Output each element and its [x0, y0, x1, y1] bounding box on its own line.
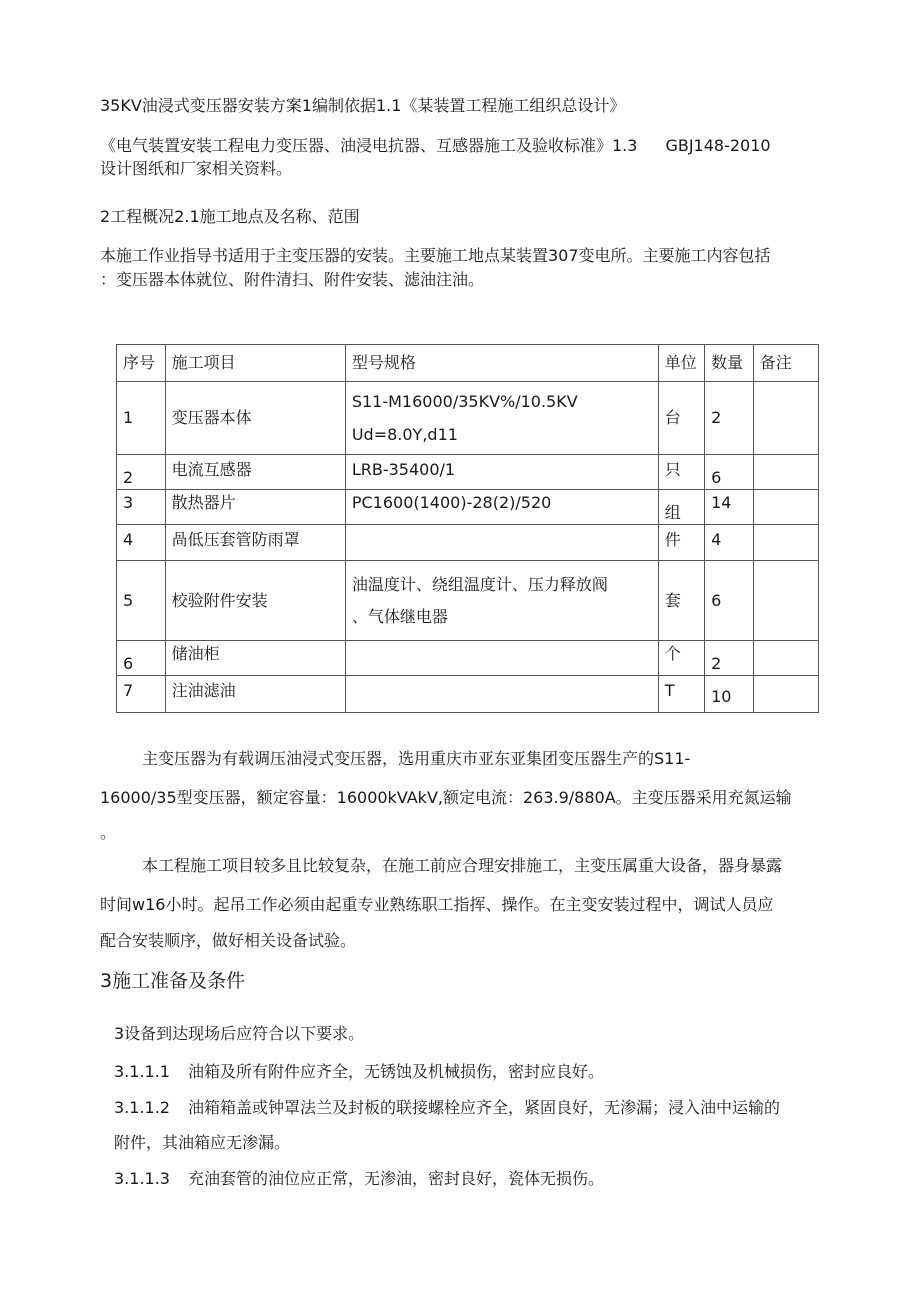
cell-model-line1: 油温度计、绕组温度计、压力释放阀: [351, 574, 608, 594]
cell-model: [345, 382, 658, 455]
cell-qty: 6: [705, 455, 754, 490]
cell-unit: 个: [658, 641, 704, 676]
list-item-number: 3.1.1.1: [114, 1062, 170, 1081]
paragraph-requirements-intro: 3设备到达现场后应符合以下要求。: [114, 1024, 365, 1043]
cell-item: 校验附件安装: [165, 561, 345, 641]
cell-model: [345, 561, 658, 641]
header-item: 施工项目: [165, 345, 345, 382]
paragraph-transformer-line1: 主变压器为有载调压油浸式变压器，选用重庆市亚东亚集团变压器生产的S11-: [142, 749, 691, 768]
cell-note: [753, 382, 818, 455]
cell-note: [753, 641, 818, 676]
table-row: [117, 525, 819, 561]
standards-code: GBJ148-2010: [665, 136, 771, 155]
list-item-number: 3.1.1.2: [114, 1098, 170, 1117]
list-item: [114, 1169, 604, 1189]
cell-model: [345, 525, 658, 561]
paragraph-project-line1: 本工程施工项目较多且比较复杂，在施工前应合理安排施工，主变压属重大设备，器身暴露: [142, 856, 783, 875]
cell-model: [345, 676, 658, 713]
cell-model-line1: S11-M16000/35KV%/10.5KV: [351, 392, 578, 411]
list-item-continuation: 附件，其油箱应无渗漏。: [114, 1133, 291, 1152]
section-preparation-heading: 3施工准备及条件: [100, 970, 246, 992]
paragraph-standards: [100, 136, 771, 156]
paragraph-scope-line2: ：变压器本体就位、附件清扫、附件安装、滤油注油。: [100, 270, 485, 289]
cell-unit: 套: [658, 561, 704, 641]
list-item: [114, 1062, 604, 1082]
header-qty: 数量: [705, 345, 754, 382]
cell-model: [345, 641, 658, 676]
cell-unit: T: [658, 676, 704, 713]
header-unit: 单位: [658, 345, 704, 382]
table-row: [117, 561, 819, 641]
cell-item: 储油柜: [165, 641, 345, 676]
standards-text: 《电气装置安装工程电力变压器、油浸电抗器、互感器施工及验收标准》1.3: [100, 136, 638, 155]
cell-seq: 6: [117, 641, 166, 676]
cell-note: [753, 455, 818, 490]
paragraph-project-line3: 配合安装顺序，做好相关设备试验。: [100, 931, 357, 950]
header-note: 备注: [753, 345, 818, 382]
paragraph-title: 35KV油浸式变压器安装方案1编制依据1.1《某装置工程施工组织总设计》: [100, 96, 626, 115]
list-item-text: 油箱及所有附件应齐全，无锈蚀及机械损伤，密封应良好。: [187, 1062, 604, 1081]
cell-seq: 2: [117, 455, 166, 490]
cell-item: 注油滤油: [165, 676, 345, 713]
paragraph-scope-line1: 本施工作业指导书适用于主变压器的安装。主要施工地点某装置307变电所。主要施工内容包括: [100, 246, 771, 265]
section-overview-heading: 2工程概况2.1施工地点及名称、范围: [100, 207, 360, 226]
paragraph-transformer-line3: 。: [100, 823, 117, 842]
cell-note: [753, 490, 818, 525]
table-row: [117, 490, 819, 525]
cell-qty: 6: [705, 561, 754, 641]
cell-seq: 3: [117, 490, 166, 525]
list-item-number: 3.1.1.3: [114, 1169, 170, 1188]
cell-item: 咼低压套管防雨罩: [165, 525, 345, 561]
table-row: [117, 641, 819, 676]
cell-qty: 2: [705, 382, 754, 455]
cell-qty: 14: [705, 490, 754, 525]
table-row: [117, 382, 819, 455]
header-seq: 序号: [117, 345, 166, 382]
table-row: [117, 455, 819, 490]
cell-model: PC1600(1400)-28(2)/520: [345, 490, 658, 525]
cell-seq: 5: [117, 561, 166, 641]
paragraph-project-line2: 时间w16小时。起吊工作必须由起重专业熟练职工指挥、操作。在主变安装过程中，调试人员应: [100, 895, 774, 914]
cell-qty: 10: [705, 676, 754, 713]
list-item: [114, 1098, 780, 1118]
cell-unit: 台: [658, 382, 704, 455]
cell-qty: 4: [705, 525, 754, 561]
paragraph-transformer-line2: 16000/35型变压器，额定容量：16000kVAkV,额定电流：263.9/880A。主变压器采用充氮运输: [100, 788, 792, 807]
cell-unit: 组: [658, 490, 704, 525]
cell-qty: 2: [705, 641, 754, 676]
cell-unit: 只: [658, 455, 704, 490]
cell-item: 变压器本体: [165, 382, 345, 455]
paragraph-drawings: 设计图纸和厂家相关资料。: [100, 159, 293, 178]
cell-unit: 件: [658, 525, 704, 561]
cell-model: LRB-35400/1: [345, 455, 658, 490]
table-row: [117, 676, 819, 713]
cell-item: 散热器片: [165, 490, 345, 525]
cell-note: [753, 525, 818, 561]
cell-seq: 4: [117, 525, 166, 561]
cell-note: [753, 561, 818, 641]
header-model: 型号规格: [345, 345, 658, 382]
cell-note: [753, 676, 818, 713]
equipment-table: [116, 344, 819, 713]
list-item-text: 油箱箱盖或钟罩法兰及封板的联接螺栓应齐全，紧固良好，无渗漏；浸入油中运输的: [187, 1098, 780, 1117]
cell-seq: 1: [117, 382, 166, 455]
cell-model-line2: Ud=8.0Y,d11: [351, 425, 458, 444]
cell-seq: 7: [117, 676, 166, 713]
cell-model-line2: 、气体继电器: [351, 606, 448, 626]
list-item-text: 充油套管的油位应正常，无渗油，密封良好，瓷体无损伤。: [187, 1169, 604, 1188]
table-header-row: [117, 345, 819, 382]
cell-item: 电流互感器: [165, 455, 345, 490]
